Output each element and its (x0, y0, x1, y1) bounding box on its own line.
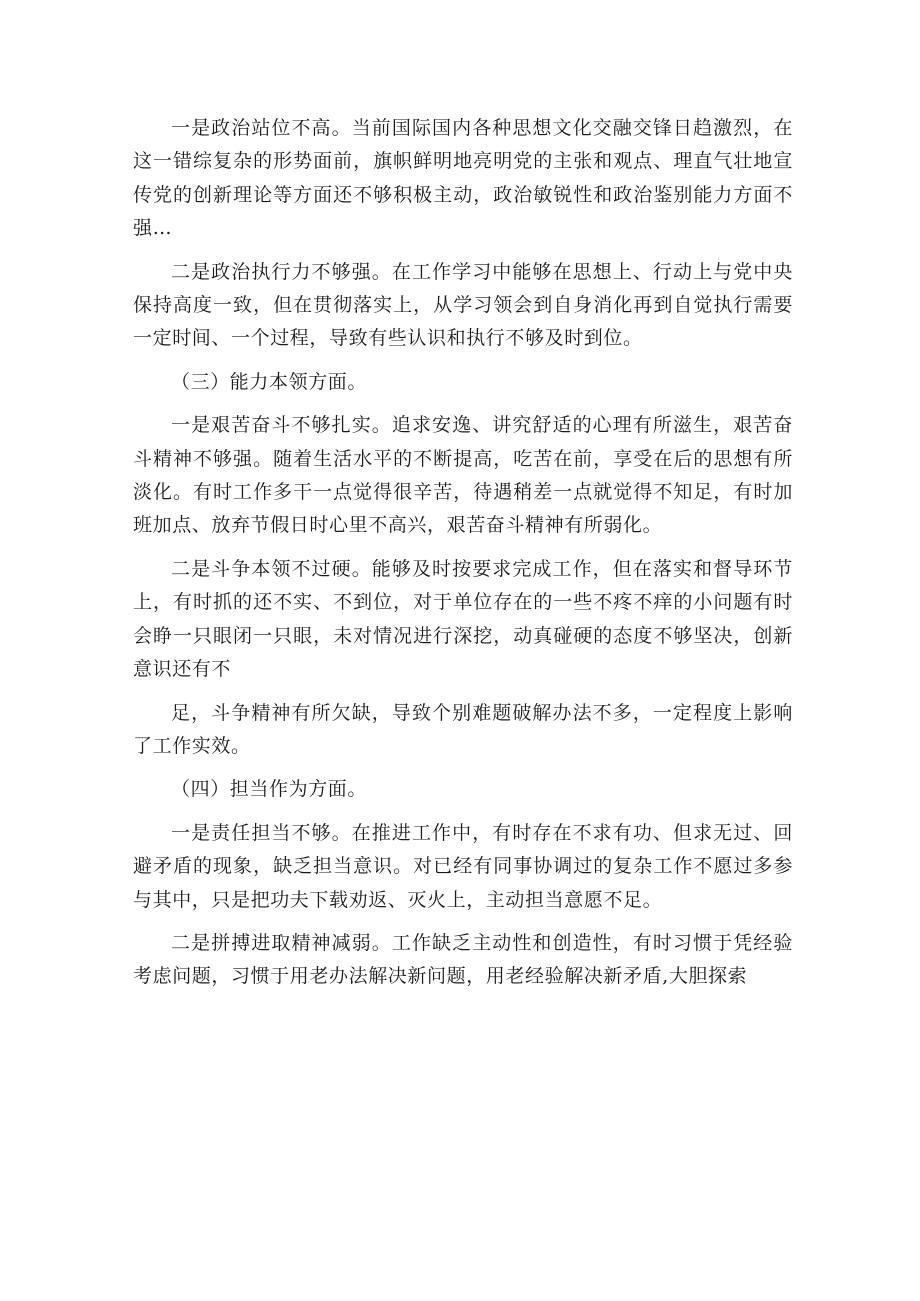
section-heading-responsibility: （四）担当作为方面。 (171, 778, 368, 801)
paragraph-enterprising-spirit: 二是拼搏进取精神减弱。工作缺乏主动性和创造性，有时习惯于凭经验考虑问题，习惯于用老办法解决新问题，用老经验解决新矛盾,大胆探索 (133, 931, 793, 988)
section-heading-ability: （三）能力本领方面。 (171, 370, 368, 393)
paragraph-responsibility: 一是责任担当不够。在推进工作中，有时存在不求有功、但求无过、回避矛盾的现象，缺乏担当意识。对已经有同事协调过的复杂工作不愿过多参与其中，只是把功夫下载劝返、灭火上，主动担当意愿不足。 (133, 821, 793, 911)
paragraph-struggle-continued: 足，斗争精神有所欠缺，导致个别难题破解办法不多，一定程度上影响了工作实效。 (133, 701, 793, 757)
paragraph-struggle-ability: 二是斗争本领不过硬。能够及时按要求完成工作，但在落实和督导环节上，有时抓的还不实、不到位，对于单位存在的一些不疼不痒的小问题有时会睁一只眼闭一只眼，未对情况进行深挖，动真碰硬的态度不够坚决，创新意识还有不 (133, 557, 793, 681)
paragraph-political-stance: 一是政治站位不高。当前国际国内各种思想文化交融交锋日趋激烈，在这一错综复杂的形势面前，旗帜鲜明地亮明党的主张和观点、理直气壮地宣传党的创新理论等方面还不够积极主动，政治敏锐性和政治鉴别能力方面不强… (133, 117, 793, 240)
document-body (133, 112, 793, 994)
paragraph-political-execution: 二是政治执行力不够强。在工作学习中能够在思想上、行动上与党中央保持高度一致，但在贯彻落实上，从学习领会到自身消化再到自觉执行需要一定时间、一个过程，导致有些认识和执行不够及时到位。 (133, 260, 793, 350)
paragraph-hard-work: 一是艰苦奋斗不够扎实。追求安逸、讲究舒适的心理有所滋生，艰苦奋斗精神不够强。随着生活水平的不断提高，吃苦在前，享受在后的思想有所淡化。有时工作多干一点觉得很辛苦，待遇稍差一点就觉得不知足，有时加班加点、放弃节假日时心里不高兴，艰苦奋斗精神有所弱化。 (133, 414, 793, 537)
